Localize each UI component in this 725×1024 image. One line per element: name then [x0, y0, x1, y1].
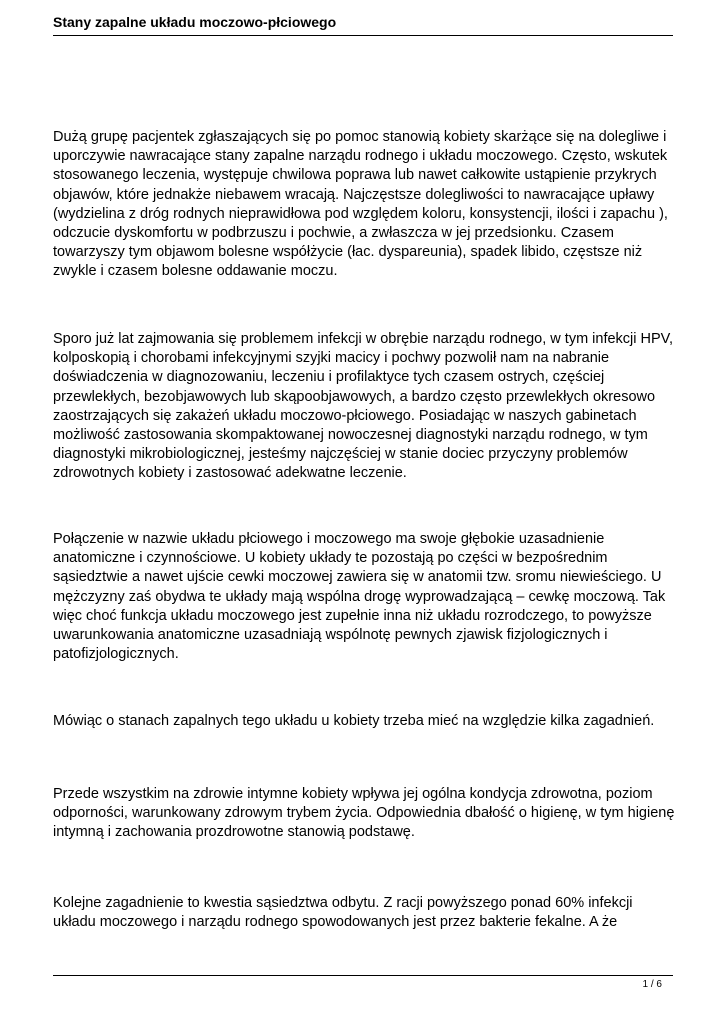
paragraph: Przede wszystkim na zdrowie intymne kobiety wpływa jej ogólna kondycja zdrowotna, poziom odporności, warunkowany zdrowym trybem życia. Odpowiednia dbałość o higienę, w tym higienę intymną i zachowania prozdrowotne stanowią podstawę.: [53, 786, 675, 841]
paragraph: Kolejne zagadnienie to kwestia sąsiedztwa odbytu. Z racji powyższego ponad 60% infekcji układu moczowego i narządu rodnego spowodowanych jest przez bakterie fekalne. A że: [53, 895, 633, 931]
paragraph: Sporo już lat zajmowania się problemem infekcji w obrębie narządu rodnego, w tym infekcji HPV, kolposkopią i chorobami infekcyjnymi szyjki macicy i pochwy pozwolił nam na nabranie doświadczenia w diagnozowaniu, leczeniu i profilaktyce tych czasem ostrych, częściej przewlekłych, bezobjawowych lub skąpoobjawowych, a bardzo często przewlekłych okresowo zaostrzających się zakażeń układu moczowo-płciowego. Posiadając w naszych gabinetach możliwość zastosowania skompaktowanej nowoczesnej diagnostyki narządu rodnego, w tym diagnostyki mikrobiologicznej, jesteśmy najczęściej w stanie dociec przyczyny problemów zdrowotnych kobiety i zastosować adekwatne leczenie.: [53, 331, 674, 482]
footer-divider: [53, 975, 673, 976]
paragraph: Połączenie w nazwie układu płciowego i moczowego ma swoje głębokie uzasadnienie anatomiczne i czynnościowe. U kobiety układy te pozostają po części w bezpośrednim sąsiedztwie a nawet ujście cewki moczowej zawiera się w anatomii tzw. sromu niewieściego. U mężczyzny zaś obydwa te układy mają wspólna drogę wyprowadzającą – cewkę moczową. Tak więc choć funkcja układu moczowego jest zupełnie inna niż układu rozrodczego, to powyższe uwarunkowania anatomiczne uzasadniają wspólnotę pewnych zjawisk fizjologicznych i patofizjologicznych.: [53, 531, 666, 663]
page-header: [53, 13, 673, 31]
document-title: Stany zapalne układu moczowo-płciowego: [53, 14, 337, 30]
paragraph: Mówiąc o stanach zapalnych tego układu u kobiety trzeba mieć na względzie kilka zagadnień.: [53, 713, 655, 729]
paragraph: Dużą grupę pacjentek zgłaszających się po pomoc stanowią kobiety skarżące się na dolegliwe i uporczywie nawracające stany zapalne narządu rodnego i układu moczowego. Często, wskutek stosowanego leczenia, występuje chwilowa poprawa lub nawet całkowite ustąpienie przykrych objawów, które jednakże niebawem wracają. Najczęstsze dolegliwości to nawracające upławy (wydzielina z dróg rodnych nieprawidłowa pod względem koloru, konsystencji, ilości i zapachu ), odczucie dyskomfortu w podbrzuszu i pochwie, a zwłaszcza w jej przedsionku. Czasem towarzyszy tym objawom bolesne współżycie (łac. dyspareunia), spadek libido, częstsze niż zwykle i czasem bolesne oddawanie moczu.: [53, 129, 668, 280]
header-divider: [53, 35, 673, 36]
page-number: 1 / 6: [642, 979, 662, 990]
